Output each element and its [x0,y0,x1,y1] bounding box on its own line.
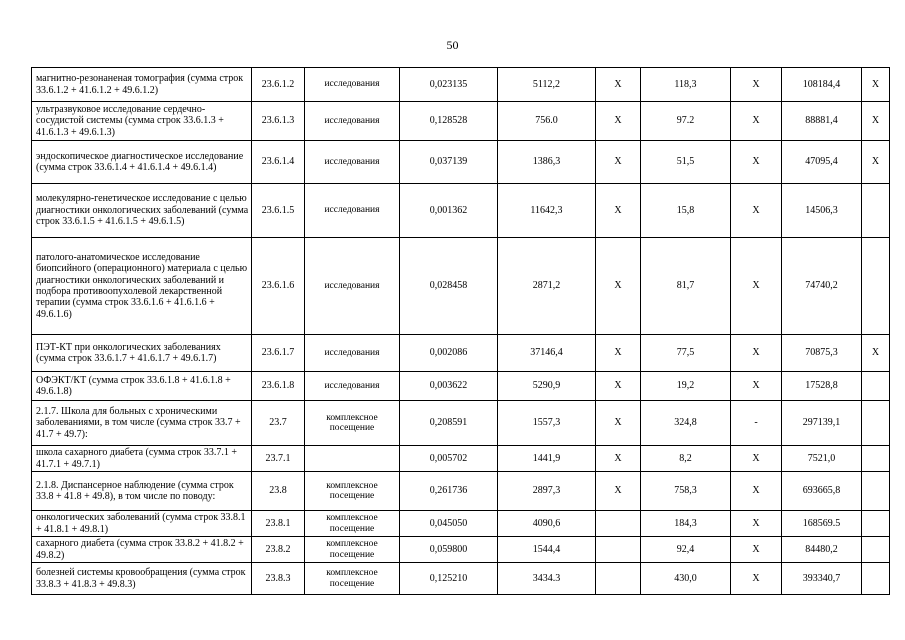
row-value2-cell: 70875,3 [782,335,862,372]
row-value2-cell: 108184,4 [782,68,862,102]
table-row [32,184,890,238]
row-code-cell: 23.6.1.4 [252,141,305,184]
row-code-cell: 23.6.1.8 [252,372,305,401]
row-cost-cell: 1386,3 [498,141,596,184]
row-unit-cell: исследования [305,102,400,141]
row-cost-cell: 2897,3 [498,472,596,511]
row-name-cell: патолого-анатомическое исследование биопсийного (операционного) материала с целью диагностики онкологических заболеваний и подбора противоопухолевой лекарственной терапии (сумма строк 33.6.1.6 + 41.6.1.6 + 49.6.1.6) [32,238,252,335]
row-cost-cell: 1557,3 [498,401,596,446]
row-code-cell: 23.6.1.2 [252,68,305,102]
table-row [32,68,890,102]
row-norm-cell: 0,059800 [400,537,498,563]
row-cost-cell: 3434.3 [498,563,596,595]
row-name-cell: молекулярно-генетическое исследование с целью диагностики онкологических заболеваний (сумма строк 33.6.1.5 + 41.6.1.5 + 49.6.1.5) [32,184,252,238]
row-unit-cell: исследования [305,335,400,372]
row-code-cell: 23.8.3 [252,563,305,595]
row-code-cell: 23.8 [252,472,305,511]
row-norm-cell: 0,037139 [400,141,498,184]
row-norm-cell: 0,261736 [400,472,498,511]
row-x2-cell: X [731,511,782,537]
row-norm-cell: 0,023135 [400,68,498,102]
row-x3-cell [862,372,890,401]
row-norm-cell: 0,028458 [400,238,498,335]
row-x1-cell: X [596,335,641,372]
row-unit-cell: исследования [305,372,400,401]
table-row [32,446,890,472]
row-x3-cell [862,537,890,563]
row-x2-cell: - [731,401,782,446]
row-x2-cell: X [731,372,782,401]
row-name-cell: болезней системы кровообращения (сумма строк 33.8.3 + 41.8.3 + 49.8.3) [32,563,252,595]
row-value1-cell: 8,2 [641,446,731,472]
row-value1-cell: 51,5 [641,141,731,184]
row-unit-cell: комплексное посещение [305,563,400,595]
table-body [32,68,890,595]
row-x1-cell: X [596,472,641,511]
row-x2-cell: X [731,537,782,563]
row-value2-cell: 297139,1 [782,401,862,446]
row-cost-cell: 4090,6 [498,511,596,537]
table-row [32,335,890,372]
row-value2-cell: 17528,8 [782,372,862,401]
row-code-cell: 23.7.1 [252,446,305,472]
row-x3-cell [862,238,890,335]
row-x3-cell [862,472,890,511]
row-value1-cell: 118,3 [641,68,731,102]
row-code-cell: 23.8.2 [252,537,305,563]
row-cost-cell: 1441,9 [498,446,596,472]
row-unit-cell: комплексное посещение [305,401,400,446]
row-value2-cell: 168569.5 [782,511,862,537]
row-x3-cell [862,446,890,472]
row-x2-cell: X [731,238,782,335]
row-norm-cell: 0,005702 [400,446,498,472]
row-x2-cell: X [731,141,782,184]
row-cost-cell: 2871,2 [498,238,596,335]
row-cost-cell: 1544,4 [498,537,596,563]
row-value1-cell: 19,2 [641,372,731,401]
row-x1-cell: X [596,238,641,335]
row-value1-cell: 81,7 [641,238,731,335]
row-x3-cell: X [862,68,890,102]
row-value1-cell: 758,3 [641,472,731,511]
row-x1-cell: X [596,446,641,472]
row-value1-cell: 324,8 [641,401,731,446]
row-unit-cell: комплексное посещение [305,537,400,563]
row-name-cell: 2.1.7. Школа для больных с хроническими заболеваниями, в том числе (сумма строк 33.7 + 41.7 + 49.7): [32,401,252,446]
row-x1-cell: X [596,102,641,141]
row-x2-cell: X [731,472,782,511]
row-unit-cell: исследования [305,238,400,335]
row-x2-cell: X [731,446,782,472]
row-x1-cell [596,563,641,595]
row-unit-cell: комплексное посещение [305,511,400,537]
row-cost-cell: 5112,2 [498,68,596,102]
row-name-cell: сахарного диабета (сумма строк 33.8.2 + 41.8.2 + 49.8.2) [32,537,252,563]
row-value2-cell: 14506,3 [782,184,862,238]
row-norm-cell: 0,208591 [400,401,498,446]
row-x1-cell: X [596,141,641,184]
row-value1-cell: 97.2 [641,102,731,141]
row-x1-cell [596,537,641,563]
table-row [32,537,890,563]
row-cost-cell: 5290,9 [498,372,596,401]
row-x2-cell: X [731,102,782,141]
table-row [32,563,890,595]
row-value1-cell: 77,5 [641,335,731,372]
row-cost-cell: 756.0 [498,102,596,141]
row-value1-cell: 184,3 [641,511,731,537]
row-value1-cell: 92,4 [641,537,731,563]
row-norm-cell: 0,128528 [400,102,498,141]
row-value2-cell: 88881,4 [782,102,862,141]
row-norm-cell: 0,003622 [400,372,498,401]
row-code-cell: 23.7 [252,401,305,446]
row-x3-cell: X [862,141,890,184]
row-value2-cell: 74740,2 [782,238,862,335]
row-code-cell: 23.6.1.5 [252,184,305,238]
row-value1-cell: 15,8 [641,184,731,238]
row-x1-cell [596,511,641,537]
row-value2-cell: 393340,7 [782,563,862,595]
table-row [32,372,890,401]
row-value2-cell: 84480,2 [782,537,862,563]
row-name-cell: школа сахарного диабета (сумма строк 33.7.1 + 41.7.1 + 49.7.1) [32,446,252,472]
row-x2-cell: X [731,68,782,102]
row-x3-cell [862,401,890,446]
table-row [32,141,890,184]
row-name-cell: эндоскопическое диагностическое исследование (сумма строк 33.6.1.4 + 41.6.1.4 + 49.6.1.4) [32,141,252,184]
table-row [32,472,890,511]
row-name-cell: ПЭТ-КТ при онкологических заболеваниях (сумма строк 33.6.1.7 + 41.6.1.7 + 49.6.1.7) [32,335,252,372]
row-norm-cell: 0,045050 [400,511,498,537]
row-x3-cell [862,184,890,238]
row-cost-cell: 11642,3 [498,184,596,238]
row-name-cell: онкологических заболеваний (сумма строк 33.8.1 + 41.8.1 + 49.8.1) [32,511,252,537]
row-unit-cell: комплексное посещение [305,472,400,511]
row-x1-cell: X [596,372,641,401]
row-x1-cell: X [596,401,641,446]
table-row [32,238,890,335]
row-name-cell: 2.1.8. Диспансерное наблюдение (сумма строк 33.8 + 41.8 + 49.8), в том числе по поводу: [32,472,252,511]
row-code-cell: 23.6.1.3 [252,102,305,141]
row-x2-cell: X [731,184,782,238]
row-unit-cell: исследования [305,184,400,238]
row-name-cell: ультразвуковое исследование сердечно-сосудистой системы (сумма строк 33.6.1.3 + 41.6.1.3 + 49.6.1.3) [32,102,252,141]
row-cost-cell: 37146,4 [498,335,596,372]
row-name-cell: ОФЭКТ/КТ (сумма строк 33.6.1.8 + 41.6.1.8 + 49.6.1.8) [32,372,252,401]
row-x3-cell: X [862,102,890,141]
data-table [31,67,890,595]
page-number: 50 [446,38,459,52]
row-norm-cell: 0,125210 [400,563,498,595]
row-x3-cell [862,563,890,595]
row-unit-cell: исследования [305,141,400,184]
row-code-cell: 23.6.1.7 [252,335,305,372]
row-unit-cell: исследования [305,68,400,102]
table-row [32,401,890,446]
row-value2-cell: 47095,4 [782,141,862,184]
row-code-cell: 23.8.1 [252,511,305,537]
row-name-cell: магнитно-резонаненая томография (сумма строк 33.6.1.2 + 41.6.1.2 + 49.6.1.2) [32,68,252,102]
row-code-cell: 23.6.1.6 [252,238,305,335]
row-unit-cell [305,446,400,472]
row-x3-cell [862,511,890,537]
row-x2-cell: X [731,335,782,372]
row-x1-cell: X [596,68,641,102]
row-norm-cell: 0,001362 [400,184,498,238]
row-norm-cell: 0,002086 [400,335,498,372]
table-row [32,511,890,537]
row-value1-cell: 430,0 [641,563,731,595]
row-x1-cell: X [596,184,641,238]
row-value2-cell: 7521,0 [782,446,862,472]
row-x2-cell: X [731,563,782,595]
table-row [32,102,890,141]
row-x3-cell: X [862,335,890,372]
row-value2-cell: 693665,8 [782,472,862,511]
